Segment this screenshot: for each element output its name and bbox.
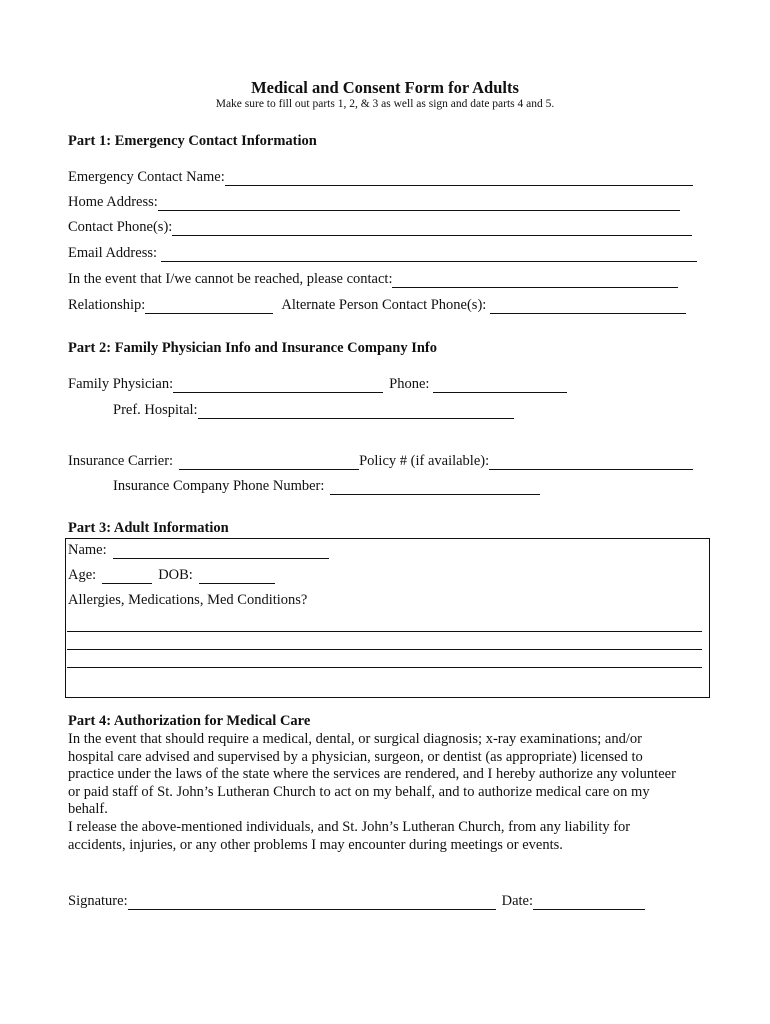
date-label: Date: xyxy=(501,893,534,909)
adult-name-row xyxy=(68,541,329,559)
age-label: Age: xyxy=(68,567,97,583)
emergency-contact-name-row xyxy=(68,168,693,186)
part4-heading: Part 4: Authorization for Medical Care xyxy=(68,713,311,729)
insurance-phone-field[interactable] xyxy=(330,480,540,495)
emergency-contact-name-field[interactable] xyxy=(225,171,693,186)
home-address-label: Home Address: xyxy=(68,194,158,210)
allergies-label: Allergies, Medications, Med Conditions? xyxy=(68,592,308,608)
unreachable-contact-row xyxy=(68,270,678,288)
release-line: accidents, injuries, or any other problems I may encounter during meetings or events. xyxy=(68,836,563,853)
signature-row xyxy=(68,892,645,910)
allergies-line-3[interactable] xyxy=(67,667,702,668)
dob-field[interactable] xyxy=(199,569,275,584)
release-line: I release the above-mentioned individuals, and St. John’s Lutheran Church, from any liability for xyxy=(68,818,631,835)
family-physician-field[interactable] xyxy=(173,378,383,393)
unreachable-contact-label: In the event that I/we cannot be reached, please contact: xyxy=(68,271,393,287)
date-field[interactable] xyxy=(533,895,645,910)
email-address-field[interactable] xyxy=(161,247,697,262)
authorization-line: behalf. xyxy=(68,801,108,818)
authorization-line: In the event that should require a medical, dental, or surgical diagnosis; x-ray examinations; and/or xyxy=(68,731,642,747)
relationship-label: Relationship: xyxy=(68,297,146,313)
pref-hospital-row xyxy=(113,401,514,419)
alternate-phone-field[interactable] xyxy=(490,299,686,314)
pref-hospital-field[interactable] xyxy=(198,404,514,419)
policy-number-field[interactable] xyxy=(489,455,693,470)
adult-name-label: Name: xyxy=(68,542,107,558)
email-address-row xyxy=(68,244,697,262)
home-address-field[interactable] xyxy=(158,196,680,211)
adult-name-field[interactable] xyxy=(113,544,329,559)
phone-label: Phone: xyxy=(389,376,430,392)
family-physician-row xyxy=(68,375,567,393)
authorization-paragraph xyxy=(68,731,708,854)
part3-heading: Part 3: Adult Information xyxy=(68,520,229,536)
relationship-row xyxy=(68,296,686,314)
signature-label: Signature: xyxy=(68,893,128,909)
signature-field[interactable] xyxy=(128,895,496,910)
authorization-line: practice under the laws of the state where the services are rendered, and I hereby authorize any volunteer xyxy=(68,766,676,783)
form-instructions: Make sure to fill out parts 1, 2, & 3 as well as sign and date parts 4 and 5. xyxy=(215,98,555,110)
home-address-row xyxy=(68,193,680,211)
insurance-carrier-row xyxy=(68,452,693,470)
unreachable-contact-field[interactable] xyxy=(392,273,678,288)
email-address-label: Email Address: xyxy=(68,245,158,261)
age-dob-row xyxy=(68,566,275,584)
insurance-phone-label: Insurance Company Phone Number: xyxy=(113,478,325,494)
form-title: Medical and Consent Form for Adults xyxy=(251,78,519,97)
policy-number-label: Policy # (if available): xyxy=(359,453,490,469)
family-physician-label: Family Physician: xyxy=(68,376,174,392)
adult-information-box xyxy=(65,538,710,698)
insurance-phone-row xyxy=(113,477,540,495)
contact-phones-field[interactable] xyxy=(172,221,692,236)
allergies-line-2[interactable] xyxy=(67,649,702,650)
insurance-carrier-field[interactable] xyxy=(179,455,359,470)
authorization-line: hospital care advised and supervised by a physician, surgeon, or dentist (as appropriate) licensed to xyxy=(68,748,643,765)
allergies-line-1[interactable] xyxy=(67,631,702,632)
dob-label: DOB: xyxy=(158,567,193,583)
part2-heading: Part 2: Family Physician Info and Insurance Company Info xyxy=(68,340,437,356)
authorization-line: or paid staff of St. John’s Lutheran Church to act on my behalf, and to authorize medical care on my xyxy=(68,783,650,800)
insurance-carrier-label: Insurance Carrier: xyxy=(68,453,174,469)
pref-hospital-label: Pref. Hospital: xyxy=(113,402,198,418)
alternate-phone-label: Alternate Person Contact Phone(s): xyxy=(281,297,487,313)
contact-phones-label: Contact Phone(s): xyxy=(68,219,173,235)
relationship-field[interactable] xyxy=(145,299,273,314)
contact-phones-row xyxy=(68,218,692,236)
emergency-contact-name-label: Emergency Contact Name: xyxy=(68,169,225,185)
phone-field[interactable] xyxy=(433,378,567,393)
part1-heading: Part 1: Emergency Contact Information xyxy=(68,133,317,149)
age-field[interactable] xyxy=(102,569,152,584)
